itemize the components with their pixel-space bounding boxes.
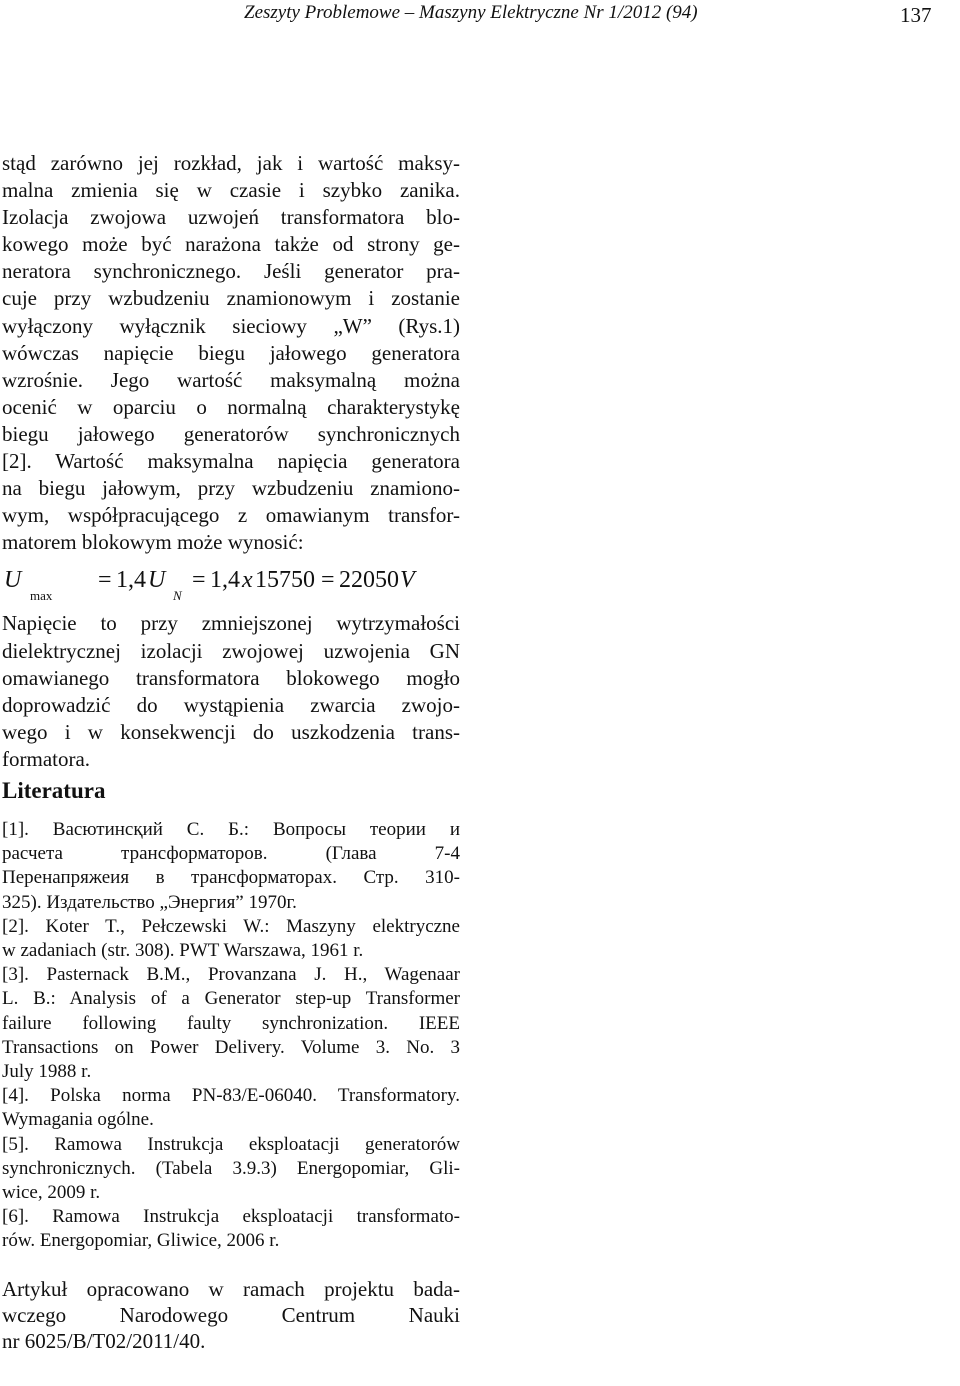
text-line: расчета трансформаторов. (Глава 7-4	[2, 843, 460, 865]
text-column	[2, 150, 460, 1354]
eq-coefficient: 1,4	[116, 567, 146, 594]
text-line: L. B.: Analysis of a Generator step-up Transformer	[2, 988, 460, 1010]
text-line: omawianego transformatora blokowego mogło	[2, 665, 460, 690]
text-line: dielektrycznej izolacji zwojowej uzwojenia GN	[2, 638, 460, 663]
eq-result: 22050	[339, 567, 399, 594]
spacer	[2, 1254, 460, 1276]
text-line: Izolacja zwojowa uzwojeń transformatora blo-	[2, 205, 460, 230]
text-line: rów. Energopomiar, Gliwice, 2006 r.	[2, 1230, 280, 1252]
text-line: kowego może być narażona także od strony ge-	[2, 232, 460, 257]
text-line: Artykuł opracowano w ramach projektu bada-	[2, 1276, 460, 1301]
eq-subscript-max: max	[30, 588, 53, 604]
reference-list	[2, 818, 460, 1254]
text-line: ocenić w oparciu o normalną charakterystykę	[2, 394, 460, 419]
text-line: malna zmienia się w czasie i szybko zanika.	[2, 178, 460, 203]
eq-times: x	[242, 567, 253, 594]
page-header	[0, 0, 960, 36]
acknowledgement	[2, 1276, 460, 1354]
text-line: stąd zarówno jej rozkład, jak i wartość maksy-	[2, 151, 460, 175]
eq-equals: =	[321, 567, 335, 594]
page-number: 137	[900, 3, 932, 27]
eq-symbol-u: U	[4, 567, 22, 594]
text-line: neratora synchronicznego. Jeśli generator pra-	[2, 259, 460, 284]
voltage-equation	[2, 562, 460, 604]
text-line: Перенапряжеия в трансформаторах. Стр. 310-	[2, 867, 460, 889]
eq-symbol-u: U	[148, 567, 166, 594]
eq-rated-voltage: 15750	[255, 567, 315, 594]
text-line: nr 6025/B/T02/2011/40.	[2, 1328, 206, 1353]
text-line: [2]. Wartość maksymalna napięcia generatora	[2, 449, 460, 474]
text-line: wzrośnie. Jego wartość maksymalną można	[2, 367, 460, 392]
eq-product-factor: 1,4	[210, 567, 240, 594]
text-line: matorem blokowym może wynosić:	[2, 530, 304, 555]
reference-item	[2, 915, 460, 963]
text-line: wice, 2009 r.	[2, 1182, 101, 1204]
text-line: [1]. Васютинсқий С. Б.: Вопросы теории и	[2, 818, 460, 840]
text-line: failure following faulty synchronization. IEEE	[2, 1012, 460, 1034]
text-line: synchronicznych. (Tabela 3.9.3) Energopomiar, Gli-	[2, 1157, 460, 1179]
text-line: 325). Издательство „Энергия” 1970г.	[2, 891, 297, 913]
eq-equals: =	[192, 567, 206, 594]
text-line: Napięcie to przy zmniejszonej wytrzymałości	[2, 611, 460, 636]
text-line: wym, współpracującego z omawianym transfor-	[2, 503, 460, 528]
body-paragraph-1	[2, 150, 460, 556]
text-line: wczego Narodowego Centrum Nauki	[2, 1302, 460, 1327]
text-line: [5]. Ramowa Instrukcja eksploatacji generatorów	[2, 1133, 460, 1155]
text-line: cuje przy wzbudzeniu znamionowym i zostanie	[2, 286, 460, 311]
text-line: w zadaniach (str. 308). PWT Warszawa, 1961 r.	[2, 939, 364, 961]
text-line: doprowadzić do wystąpienia zwarcia zwojo-	[2, 692, 460, 717]
text-line: [6]. Ramowa Instrukcja eksploatacji transformato-	[2, 1206, 460, 1228]
reference-item	[2, 818, 460, 915]
text-line: wyłączony wyłącznik sieciowy „W” (Rys.1)	[2, 313, 460, 338]
text-line: biegu jałowego generatorów synchronicznych	[2, 421, 460, 446]
text-line: wego i w konsekwencji do uszkodzenia trans-	[2, 719, 460, 744]
text-line: [2]. Koter T., Pełczewski W.: Maszyny elektryczne	[2, 915, 460, 937]
text-line: Wymagania ogólne.	[2, 1109, 154, 1131]
text-line: Transactions on Power Delivery. Volume 3. No. 3	[2, 1036, 460, 1058]
reference-item	[2, 963, 460, 1084]
eq-subscript-n: N	[173, 588, 182, 604]
journal-title: Zeszyty Problemowe – Maszyny Elektryczne Nr 1/2012 (94)	[244, 2, 698, 23]
body-paragraph-2	[2, 610, 460, 773]
text-line: na biegu jałowym, przy wzbudzeniu znamiono-	[2, 476, 460, 501]
eq-equals: =	[98, 567, 112, 594]
text-line: formatora.	[2, 746, 91, 771]
reference-item	[2, 1133, 460, 1206]
literature-heading: Literatura	[2, 777, 106, 803]
text-line: [3]. Pasternack B.M., Provanzana J. H., Wagenaar	[2, 964, 460, 986]
reference-item	[2, 1205, 460, 1253]
text-line: wówczas napięcie biegu jałowego generatora	[2, 340, 460, 365]
eq-unit: V	[400, 567, 415, 594]
reference-item	[2, 1084, 460, 1132]
text-line: July 1988 r.	[2, 1061, 92, 1082]
text-line: [4]. Polska norma PN-83/E-06040. Transformatory.	[2, 1085, 460, 1107]
